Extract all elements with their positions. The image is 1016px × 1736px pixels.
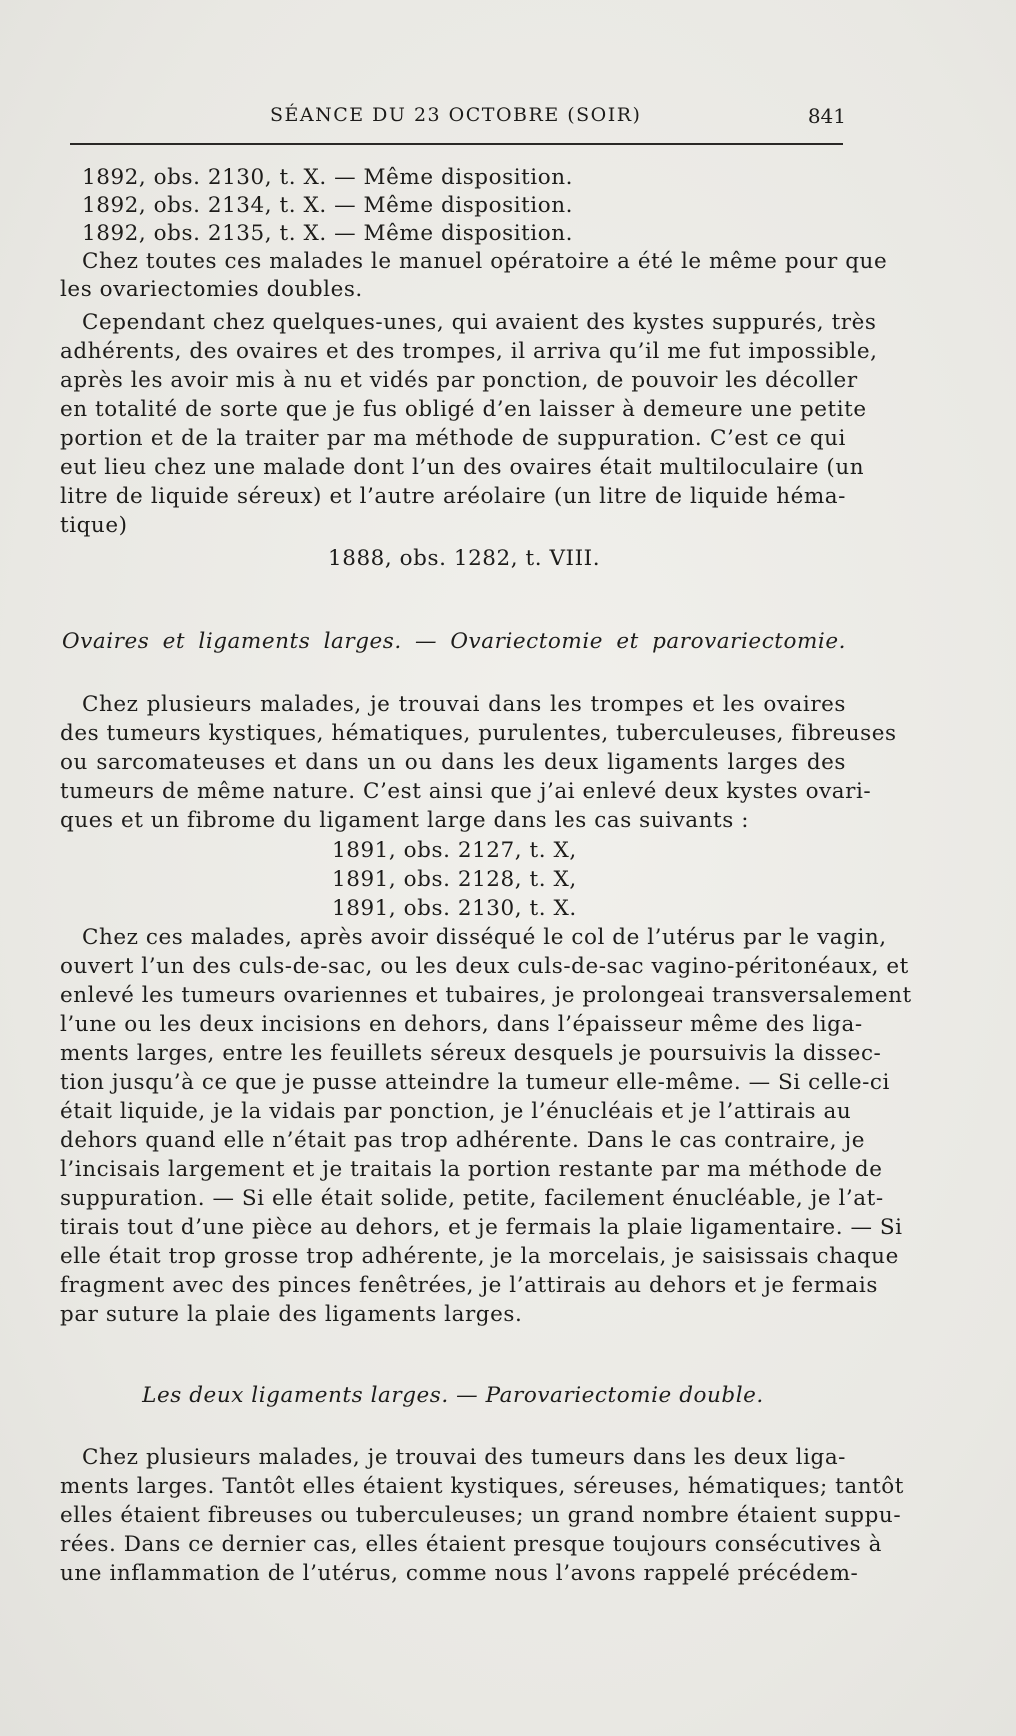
page-number: 841 [807,104,846,128]
paragraph-line: Chez ces malades, après avoir disséqué le col de l’utérus par le vagin, [82,925,887,950]
paragraph-line: fragment avec des pinces fenêtrées, je l’attirais au dehors et je fermais [60,1273,878,1298]
section-heading: Les deux ligaments larges. — Parovariectomie double. [142,1383,764,1408]
paragraph-line: en totalité de sorte que je fus obligé d’en laisser à demeure une petite [60,397,867,422]
paragraph-line: tique) [60,513,128,538]
paragraph-line: l’incisais largement et je traitais la portion restante par ma méthode de [60,1157,883,1182]
section-heading: Ovaires et ligaments larges. — Ovariectomie et parovariectomie. [62,629,846,654]
paragraph-line: elles étaient fibreuses ou tuberculeuses; un grand nombre étaient suppu- [60,1503,902,1528]
paragraph-line: tion jusqu’à ce que je pusse atteindre la tumeur elle-même. — Si celle-ci [60,1070,890,1095]
paragraph-line: litre de liquide séreux) et l’autre aréolaire (un litre de liquide héma- [60,484,846,509]
citation-line: 1892, obs. 2135, t. X. — Même disposition. [82,221,574,246]
paragraph-line: ques et un fibrome du ligament large dans les cas suivants : [60,808,750,833]
citation-line: 1888, obs. 1282, t. VIII. [328,546,601,571]
paragraph-line: rées. Dans ce dernier cas, elles étaient presque toujours consécutives à [60,1532,882,1557]
paragraph-line: des tumeurs kystiques, hématiques, purulentes, tuberculeuses, fibreuses [60,721,897,746]
paragraph-line: Chez plusieurs malades, je trouvai dans les trompes et les ovaires [82,692,846,717]
paragraph-line: tumeurs de même nature. C’est ainsi que j’ai enlevé deux kystes ovari- [60,779,872,804]
header-rule [70,143,843,145]
paragraph-line: dehors quand elle n’était pas trop adhérente. Dans le cas contraire, je [60,1128,865,1153]
paragraph-line: ou sarcomateuses et dans un ou dans les deux ligaments larges des [60,750,846,775]
paragraph-line: après les avoir mis à nu et vidés par ponction, de pouvoir les décoller [60,368,858,393]
paragraph-line: elle était trop grosse trop adhérente, je la morcelais, je saisissais chaque [60,1244,899,1269]
running-head: SÉANCE DU 23 OCTOBRE (SOIR) [270,104,642,126]
paragraph-line: Cependant chez quelques-unes, qui avaient des kystes suppurés, très [82,310,877,335]
paragraph-line: était liquide, je la vidais par ponction, je l’énucléais et je l’attirais au [60,1099,852,1124]
citation-line: 1891, obs. 2128, t. X, [332,867,577,892]
citation-line: 1891, obs. 2127, t. X, [332,838,577,863]
paragraph-line: ments larges. Tantôt elles étaient kystiques, séreuses, hématiques; tantôt [60,1474,904,1499]
citation-line: 1891, obs. 2130, t. X. [332,896,577,921]
citation-line: 1892, obs. 2134, t. X. — Même disposition. [82,193,574,218]
paragraph-line: par suture la plaie des ligaments larges. [60,1302,523,1327]
page-header [60,98,846,138]
paragraph-line: adhérents, des ovaires et des trompes, il arriva qu’il me fut impossible, [60,339,878,364]
paragraph-line: tirais tout d’une pièce au dehors, et je fermais la plaie ligamentaire. — Si [60,1215,903,1240]
paragraph-line: Chez toutes ces malades le manuel opératoire a été le même pour que [82,249,888,274]
paragraph-line: ouvert l’un des culs-de-sac, ou les deux culs-de-sac vagino-péritonéaux, et [60,954,909,979]
paragraph-line: les ovariectomies doubles. [60,277,363,302]
paragraph-line: enlevé les tumeurs ovariennes et tubaires, je prolongeai transversalement [60,983,912,1008]
paragraph-line: Chez plusieurs malades, je trouvai des tumeurs dans les deux liga- [82,1445,846,1470]
paragraph-line: suppuration. — Si elle était solide, petite, facilement énucléable, je l’at- [60,1186,884,1211]
citation-line: 1892, obs. 2130, t. X. — Même disposition. [82,165,574,190]
paragraph-line: l’une ou les deux incisions en dehors, dans l’épaisseur même des liga- [60,1012,863,1037]
paragraph-line: eut lieu chez une malade dont l’un des ovaires était multiloculaire (un [60,455,865,480]
paragraph-line: une inflammation de l’utérus, comme nous l’avons rappelé précédem- [60,1561,859,1586]
paragraph-line: ments larges, entre les feuillets séreux desquels je poursuivis la dissec- [60,1041,882,1066]
paragraph-line: portion et de la traiter par ma méthode de suppuration. C’est ce qui [60,426,846,451]
